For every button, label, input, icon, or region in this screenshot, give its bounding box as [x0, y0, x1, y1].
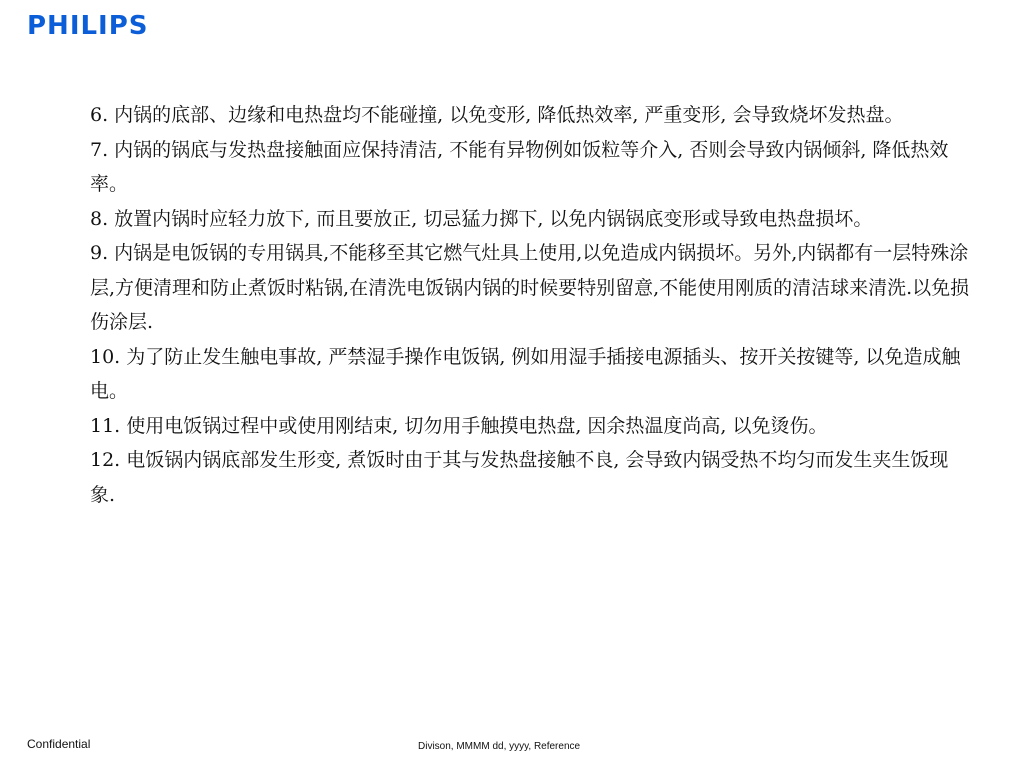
footer-reference: Divison, MMMM dd, yyyy, Reference	[418, 741, 581, 752]
philips-logo: PHILIPS	[27, 11, 149, 41]
content-item-6: 6. 内锅的底部、边缘和电热盘均不能碰撞, 以免变形, 降低热效率, 严重变形, 会导致烧坏发热盘。	[90, 104, 904, 126]
content-item-8: 8. 放置内锅时应轻力放下, 而且要放正, 切忌猛力掷下, 以免内锅锅底变形或导致电热盘损坏。	[90, 207, 873, 230]
content-item-12: 12. 电饭锅内锅底部发生形变, 煮饭时由于其与发热盘接触不良, 会导致内锅受热不均匀而发生夹生饭现象.	[90, 449, 949, 506]
content-item-11: 11. 使用电饭锅过程中或使用刚结束, 切勿用手触摸电热盘, 因余热温度尚高, 以免烫伤。	[90, 414, 828, 437]
content-body	[90, 98, 970, 512]
content-item-7: 7. 内锅的锅底与发热盘接触面应保持清洁, 不能有异物例如饭粒等介入, 否则会导致内锅倾斜, 降低热效率。	[90, 138, 949, 195]
content-item-9: 9. 内锅是电饭锅的专用锅具,不能移至其它燃气灶具上使用,以免造成内锅损坏。另外,内锅都有一层特殊涂层,方便清理和防止煮饭时粘锅,在清洗电饭锅内锅的时候要特别留意,不能使用刚质的清洁球来清洗.以免损伤涂层.	[90, 242, 970, 333]
content-item-10: 10. 为了防止发生触电事故, 严禁湿手操作电饭锅, 例如用湿手插接电源插头、按开关按键等, 以免造成触电。	[90, 345, 961, 402]
footer-confidential: Confidential	[27, 737, 91, 751]
